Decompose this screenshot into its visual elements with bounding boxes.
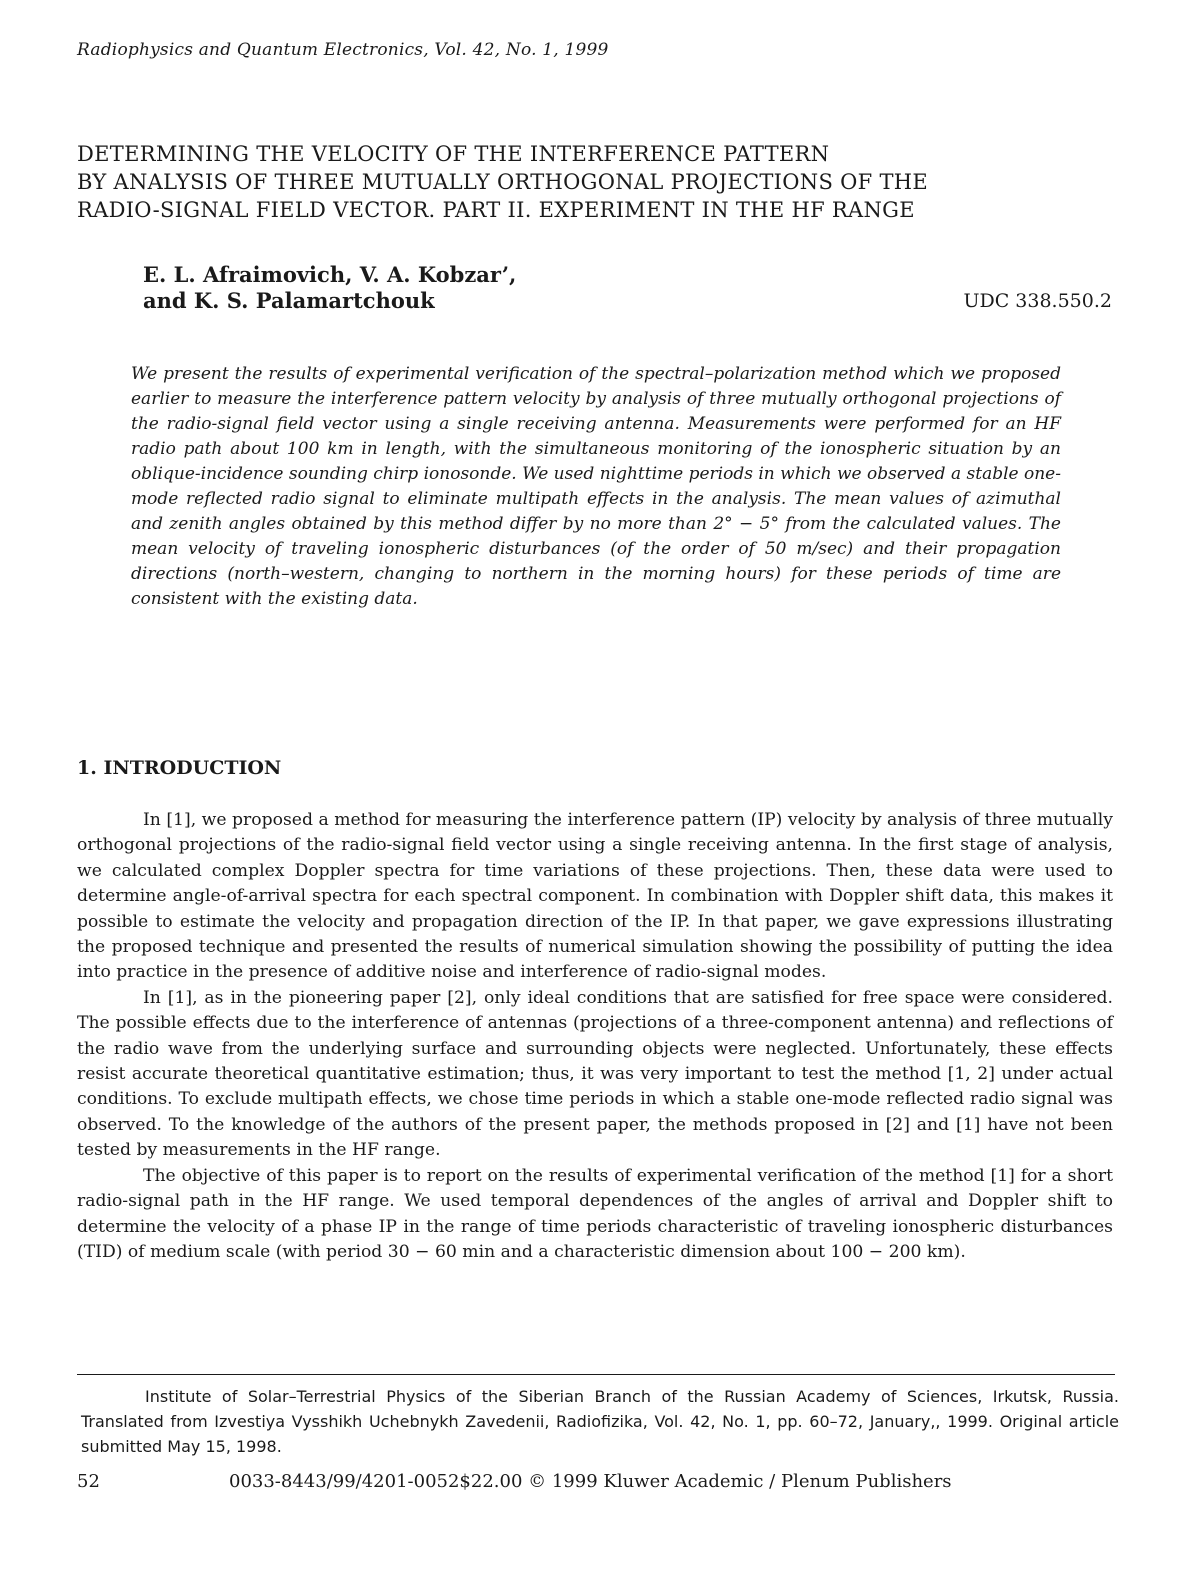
body-paragraph: The objective of this paper is to report on the results of experimental verification of the method [1] for a short radio-signal path in the HF range. We used temporal dependences of the angles of arrival and Doppler shift to determine the velocity of a phase IP in the range of time periods characteristic of traveling ionospheric disturbances (TID) of medium scale (with period 30 − 60 min and a characteristic dimension about 100 − 200 km). <box>77 1165 1113 1262</box>
paper-title <box>77 140 1137 224</box>
author-line: and K. S. Palamartchouk <box>143 288 435 313</box>
body-paragraph: In [1], we proposed a method for measuring the interference pattern (IP) velocity by analysis of three mutually orthogonal projections of the radio-signal field vector using a single receiving antenna. In the first stage of analysis, we calculated complex Doppler spectra for time variations of these projections. Then, these data were used to determine angle-of-arrival spectra for each spectral component. In combination with Doppler shift data, this makes it possible to estimate the velocity and propagation direction of the IP. In that paper, we gave expressions illustrating the proposed technique and presented the results of numerical simulation showing the possibility of putting the idea into practice in the presence of additive noise and interference of radio-signal modes. <box>77 810 1113 983</box>
title-line: BY ANALYSIS OF THREE MUTUALLY ORTHOGONAL PROJECTIONS OF THE <box>77 170 929 194</box>
section-body <box>77 808 1113 1265</box>
author-list <box>143 262 516 314</box>
footnote-divider <box>77 1374 1115 1375</box>
copyright-line: 0033-8443/99/4201-0052$22.00 © 1999 Kluwer Academic / Plenum Publishers <box>229 1471 952 1492</box>
author-line: E. L. Afraimovich, V. A. Kobzar’, <box>143 262 517 287</box>
title-line: DETERMINING THE VELOCITY OF THE INTERFERENCE PATTERN <box>77 142 830 166</box>
title-line: RADIO-SIGNAL FIELD VECTOR. PART II. EXPERIMENT IN THE HF RANGE <box>77 198 915 222</box>
page-number: 52 <box>77 1471 100 1492</box>
abstract: We present the results of experimental verification of the spectral–polarization method which we proposed earlier to measure the interference pattern velocity by analysis of three mutually orthogonal projections of the radio-signal field vector using a single receiving antenna. Measurements were performed for an HF radio path about 100 km in length, with the simultaneous monitoring of the ionospheric situation by an oblique-incidence sounding chirp ionosonde. We used nighttime periods in which we observed a stable one-mode reflected radio signal to eliminate multipath effects in the analysis. The mean values of azimuthal and zenith angles obtained by this method differ by no more than 2° − 5° from the calculated values. The mean velocity of traveling ionospheric disturbances (of the order of 50 m/sec) and their propagation directions (north–western, changing to northern in the morning hours) for these periods of time are consistent with the existing data. <box>131 364 1061 609</box>
udc-code: UDC 338.550.2 <box>963 290 1112 312</box>
section-heading: 1. INTRODUCTION <box>77 757 282 779</box>
affiliation-footnote: Institute of Solar–Terrestrial Physics of the Siberian Branch of the Russian Academy of Sciences, Irkutsk, Russia. Translated from Izvestiya Vysshikh Uchebnykh Zavedenii, Radiofizika, Vol. 42, No. 1, pp. 60–72, January,, 1999. Original article submitted May 15, 1998. <box>81 1387 1119 1456</box>
body-paragraph: In [1], as in the pioneering paper [2], only ideal conditions that are satisfied for free space were considered. The possible effects due to the interference of antennas (projections of a three-component antenna) and reflections of the radio wave from the underlying surface and surrounding objects were neglected. Unfortunately, these effects resist accurate theoretical quantitative estimation; thus, it was very important to test the method [1, 2] under actual conditions. To exclude multipath effects, we chose time periods in which a stable one-mode reflected radio signal was observed. To the knowledge of the authors of the present paper, the methods proposed in [2] and [1] have not been tested by measurements in the HF range. <box>77 987 1113 1161</box>
running-header: Radiophysics and Quantum Electronics, Vol. 42, No. 1, 1999 <box>77 40 609 60</box>
